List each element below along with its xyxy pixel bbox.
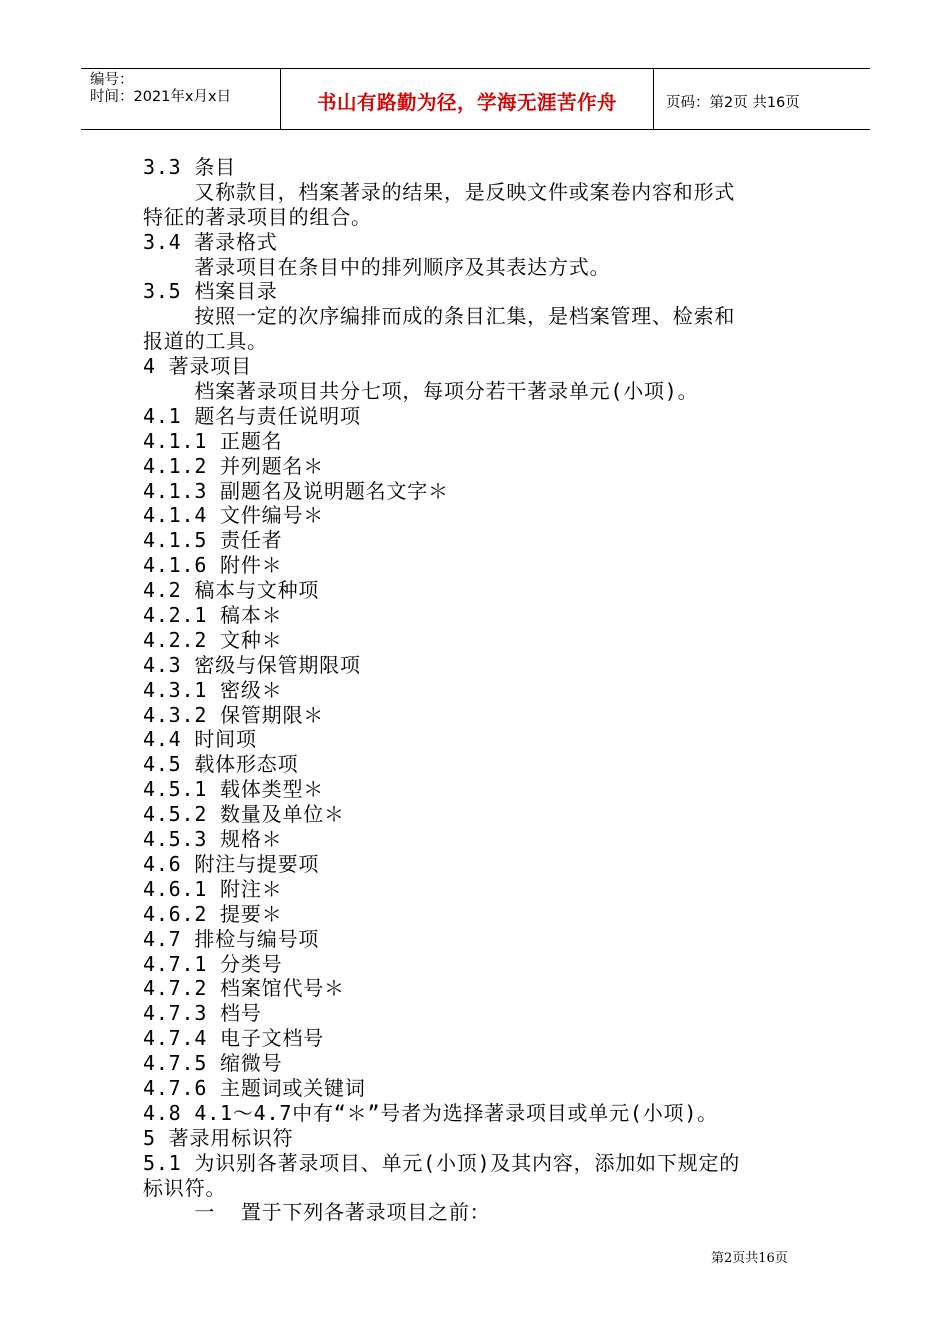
body-line: 4.7.4 电子文档号 (143, 1026, 325, 1051)
body-line: 4.7.2 档案馆代号＊ (143, 976, 345, 1001)
page-header (81, 68, 870, 130)
header-meta-cell (81, 69, 281, 129)
body-line: 档案著录项目共分七项，每项分若干著录单元(小项)。 (143, 379, 699, 404)
document-body (143, 155, 813, 1225)
body-line: 4.5.1 载体类型＊ (143, 777, 325, 802)
body-line: 4.6.2 提要＊ (143, 901, 283, 926)
body-line: 4.1.2 并列题名＊ (143, 453, 325, 478)
body-line: 4.5 载体形态项 (143, 752, 299, 777)
body-line: 4.7.1 分类号 (143, 951, 283, 976)
header-motto: 书山有路勤为径，学海无涯苦作舟 (281, 69, 654, 129)
body-line: 4.7.3 档号 (143, 1001, 262, 1026)
body-line: 4.1.5 责任者 (143, 528, 283, 553)
body-line: 4.2.1 稿本＊ (143, 603, 283, 628)
body-line: 著录项目在条目中的排列顺序及其表达方式。 (143, 254, 611, 279)
body-line: 4.6 附注与提要项 (143, 851, 320, 876)
body-line: 4.1 题名与责任说明项 (143, 403, 361, 428)
body-line: 4.7 排检与编号项 (143, 926, 320, 951)
body-line: 3.5 档案目录 (143, 279, 278, 304)
body-line: 4.7.6 主题词或关键词 (143, 1075, 366, 1100)
page-footer: 第2页共16页 (711, 1251, 788, 1266)
body-line: 报道的工具。 (143, 329, 268, 354)
time-label: 时间：2021年x月x日 (90, 89, 232, 105)
body-line: 4.3.1 密级＊ (143, 677, 283, 702)
body-line: 4.2.2 文种＊ (143, 627, 283, 652)
number-label: 编号： (90, 72, 134, 88)
body-line: 5 著录用标识符 (143, 1125, 294, 1150)
body-line: 3.3 条目 (143, 155, 236, 179)
body-line: 4.1.4 文件编号＊ (143, 503, 325, 528)
body-line: 标识符。 (143, 1175, 227, 1200)
body-line: 又称款目，档案著录的结果，是反映文件或案卷内容和形式 (143, 179, 736, 204)
body-line: 3.4 著录格式 (143, 229, 278, 254)
header-page-info: 页码：第2页 共16页 (666, 94, 800, 111)
body-line: 4.3 密级与保管期限项 (143, 652, 361, 677)
body-line: 4.7.5 缩微号 (143, 1051, 283, 1076)
body-line: 4.3.2 保管期限＊ (143, 702, 325, 727)
body-line: 4 著录项目 (143, 354, 252, 379)
body-line: 4.1.1 正题名 (143, 428, 283, 453)
body-line: 4.1.6 附件＊ (143, 553, 283, 578)
body-line: 按照一定的次序编排而成的条目汇集，是档案管理、检索和 (143, 304, 736, 329)
body-line: 5.1 为识别各著录项目、单元(小顶)及其内容，添加如下规定的 (143, 1150, 741, 1175)
body-line: 特征的著录项目的组合。 (143, 204, 372, 229)
body-line: 4.6.1 附注＊ (143, 876, 283, 901)
body-line: 4.8 4.1～4.7中有“＊”号者为选择著录项目或单元(小项)。 (143, 1100, 718, 1125)
body-line: 4.4 时间项 (143, 727, 257, 752)
body-line: 4.5.2 数量及单位＊ (143, 802, 345, 827)
body-line: 4.1.3 副题名及说明题名文字＊ (143, 478, 449, 503)
body-line: 一 置于下列各著录项目之前： (143, 1200, 491, 1225)
body-line: 4.5.3 规格＊ (143, 827, 283, 852)
body-line: 4.2 稿本与文种项 (143, 578, 320, 603)
